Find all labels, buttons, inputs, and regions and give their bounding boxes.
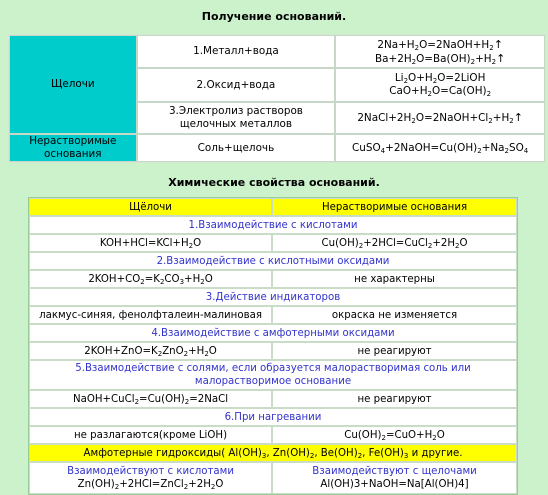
amphoteric-acids-label: Взаимодействуют с кислотами bbox=[67, 466, 234, 477]
eq-alkali-acid: $KOH+HCl=KCl+H_2O$ bbox=[29, 234, 272, 252]
eq-alkali-salt: $NaOH+CuCl_2=Cu(OH)_2=2NaCl$ bbox=[29, 390, 272, 408]
eq-electrolysis: $2NaCl+2H_2O=2NaOH+Cl_2+H_2↑$ bbox=[335, 102, 545, 134]
eq-alkali-amphoteric: $2KOH+ZnO=K_2ZnO_2+H_2O$ bbox=[29, 342, 272, 360]
heading-amphoteric-oxides: 4.Взаимодействие с амфотерными оксидами bbox=[29, 324, 517, 342]
col-header-insoluble: Нерастворимые основания bbox=[272, 198, 517, 216]
col-header-alkali: Щёлочи bbox=[29, 198, 272, 216]
insoluble-label: Нерастворимые основания bbox=[9, 134, 137, 162]
insoluble-indicators: окраска не изменяется bbox=[272, 306, 517, 324]
amphoteric-alkalis-label: Взаимодействуют с щелочами bbox=[312, 466, 477, 477]
method-electrolysis: 3.Электролиз растворов щелочных металлов bbox=[137, 102, 336, 134]
method-metal-water: 1.Металл+вода bbox=[137, 35, 336, 68]
eq-alkali-acid-oxide: $2KOH+CO_2=K_2CO_3+H_2O$ bbox=[29, 270, 272, 288]
eq-insoluble-heating: $Cu(OH)_2=CuO+H_2O$ bbox=[272, 426, 517, 444]
alkali-indicators: лакмус-синяя, фенолфталеин-малиновая bbox=[29, 306, 272, 324]
eq-oxide-water: $Li_2O+H_2O=2LiOH$ $CaO+H_2O=Ca(OH)_2$ bbox=[335, 68, 545, 102]
section-title-preparation: Получение оснований. bbox=[201, 10, 347, 23]
heading-heating: 6.При нагревании bbox=[29, 408, 517, 426]
eq-metal-water: $2Na+H_2O=2NaOH+H_2↑$ $Ba+2H_2O=Ba(OH)_2+H_2↑$ bbox=[335, 35, 545, 68]
alkali-heating: не разлагаются(кроме LiOH) bbox=[29, 426, 272, 444]
method-salt-alkali: Соль+щелочь bbox=[137, 134, 336, 162]
insoluble-amphoteric: не реагируют bbox=[272, 342, 517, 360]
eq-insoluble-acid: $Cu(OH)_2+2HCl=CuCl_2+2H_2O$ bbox=[272, 234, 517, 252]
properties-table bbox=[28, 197, 518, 495]
alkali-group-label: Щелочи bbox=[9, 35, 137, 134]
preparation-table bbox=[8, 34, 546, 163]
heading-salts: 5.Взаимодействие с солями, если образуется малорастворимая соль или малорастворимое основание bbox=[29, 360, 517, 390]
section-title-properties: Химические свойства оснований. bbox=[168, 176, 380, 189]
heading-acid-oxides: 2.Взаимодействие с кислотными оксидами bbox=[29, 252, 517, 270]
insoluble-acid-oxide: не характерны bbox=[272, 270, 517, 288]
method-oxide-water: 2.Оксид+вода bbox=[137, 68, 336, 102]
eq-salt-alkali: $CuSO_4+2NaOH=Cu(OH)_2+Na_2SO_4$ bbox=[335, 134, 545, 162]
heading-indicators: 3.Действие индикаторов bbox=[29, 288, 517, 306]
amphoteric-with-acids: Взаимодействуют с кислотами $Zn(OH)_2+2HCl=ZnCl_2+2H_2O$ bbox=[29, 462, 272, 494]
heading-acids: 1.Взаимодействие с кислотами bbox=[29, 216, 517, 234]
amphoteric-with-alkalis: Взаимодействуют с щелочами Al(OH)3+NaOH=Na[Al(OH)4] bbox=[272, 462, 517, 494]
amphoteric-hydroxides-heading: Амфотерные гидроксиды( $Al(OH)_3$, $Zn(OH)_2$, $Be(OH)_2$, $Fe(OH)_3$ и другие. bbox=[29, 444, 517, 462]
insoluble-salt: не реагируют bbox=[272, 390, 517, 408]
